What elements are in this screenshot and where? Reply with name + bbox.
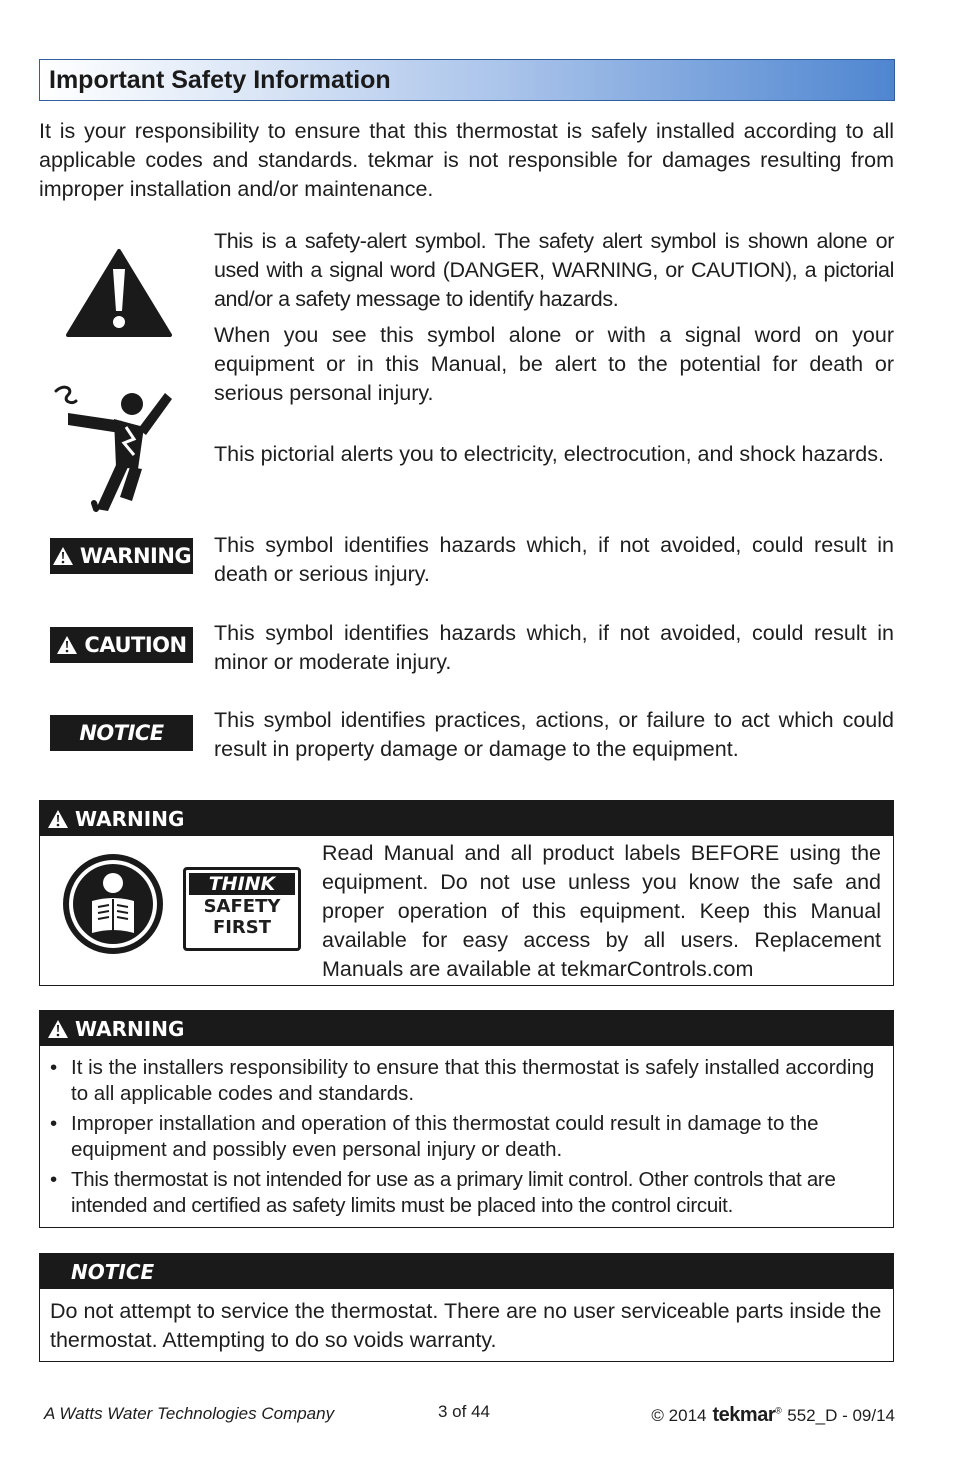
safety-alert-triangle-icon <box>64 247 174 339</box>
page-number: 3 of 44 <box>438 1402 490 1421</box>
panel-heading: NOTICE <box>40 1254 893 1289</box>
document-code: 552_D - 09/14 <box>787 1406 895 1425</box>
list-item: • It is the installers responsibility to ensure that this thermostat is safely installed according to all applicable codes and standards. <box>50 1055 883 1107</box>
list-item: • This thermostat is not intended for use as a primary limit control. Other controls that are intended and certified as safety limits must be placed into the control circuit. <box>50 1167 883 1219</box>
section-header <box>39 59 895 101</box>
intro-paragraph: It is your responsibility to ensure that this thermostat is safely installed according to all applicable codes and standards. tekmar is not responsible for damages resulting from improper installation and/or maintenance. <box>39 119 894 201</box>
notice-text: Do not attempt to service the thermostat. There are no user serviceable parts inside the thermostat. Attempting to do so voids warranty. <box>50 1299 882 1352</box>
electric-symbol-text: This pictorial alerts you to electricity, electrocution, and shock hazards. <box>214 442 884 466</box>
electrocution-icon <box>50 383 175 513</box>
alert-icon <box>52 546 74 566</box>
alert-icon <box>47 809 69 829</box>
panel-heading: WARNING <box>40 801 893 836</box>
read-manual-icon <box>60 851 166 957</box>
alert-icon <box>56 635 78 655</box>
alert-symbol-text-2: When you see this symbol alone or with a signal word on your equipment or in this Manual, be alert to the potential for death or serious personal injury. <box>214 323 894 405</box>
warning-panel-installation <box>39 1010 894 1228</box>
notice-label: NOTICE <box>50 715 193 751</box>
notice-symbol-text: This symbol identifies practices, actions, or failure to act which could result in property damage or damage to the equipment. <box>214 708 894 761</box>
think-safety-first-badge: THINK SAFETY FIRST <box>183 867 301 951</box>
warning-label: WARNING <box>50 538 193 574</box>
warning-panel-manual <box>39 800 894 986</box>
caution-symbol-text: This symbol identifies hazards which, if not avoided, could result in minor or moderate injury. <box>214 621 894 674</box>
warning-symbol-text: This symbol identifies hazards which, if not avoided, could result in death or serious injury. <box>214 533 894 586</box>
panel-text: Read Manual and all product labels BEFORE using the equipment. Do not use unless you know the safe and proper operation of this equipment. Keep this Manual available for easy access by all users. Replacement Manuals are available at tekmarControls.com <box>322 841 881 981</box>
footer-company: A Watts Water Technologies Company <box>44 1404 335 1423</box>
caution-label: CAUTION <box>50 627 193 663</box>
footer-copyright: © 2014 tekmar® 552_D - 09/14 <box>651 1404 895 1426</box>
notice-panel <box>39 1253 894 1362</box>
page-title: Important Safety Information <box>49 66 391 94</box>
alert-symbol-text: This is a safety-alert symbol. The safety alert symbol is shown alone or used with a signal word (DANGER, WARNING, or CAUTION), a pictorial and/or a safety message to identify hazards. <box>214 229 894 311</box>
panel-heading: WARNING <box>40 1011 893 1046</box>
brand-logo: tekmar® <box>712 1404 782 1426</box>
alert-icon <box>47 1019 69 1039</box>
warning-bullet-list <box>40 1046 893 1219</box>
list-item: • Improper installation and operation of this thermostat could result in damage to the equipment and possibly even personal injury or death. <box>50 1111 883 1163</box>
